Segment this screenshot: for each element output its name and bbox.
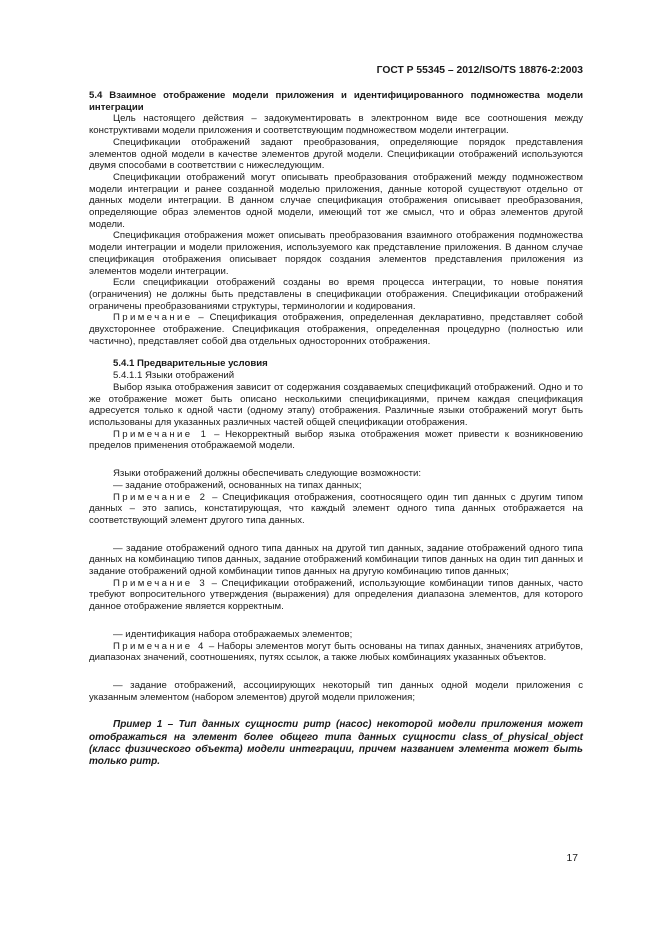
note-text: – Спецификации отображений, использующие комбинации типов данных, часто требуют вопросительного утверждения (выражения) для определения диапазона элементов, для которого данное отображение является корректным. [89, 577, 583, 613]
list-item: — задание отображений, ассоциирующих некоторый тип данных одной модели приложения с указанным элементом (набором элементов) другой модели приложения; [89, 679, 583, 703]
note [89, 641, 583, 664]
list-item: — задание отображений, основанных на типах данных; [113, 479, 362, 491]
paragraph: Спецификации отображений задают преобразования, определяющие порядок представления элементов одной модели в качестве элементов другой модели. Спецификации отображений используются двумя способами в соответствии с нижеследующим. [89, 136, 583, 172]
note-text: – Спецификация отображения, соотносящего один тип данных с другим типом данных – это запись, констатирующая, что каждый элемент одного типа данных отображается на соответствующий элемент другого типа данных. [89, 491, 583, 526]
note-label: Примечание 3 [113, 577, 208, 589]
note [89, 429, 583, 452]
note-label: Примечание 2 [113, 491, 208, 503]
note-label: Примечание 4 [113, 640, 206, 652]
paragraph: Языки отображений должны обеспечивать следующие возможности: [113, 468, 422, 480]
paragraph: Спецификация отображения может описывать преобразования взаимного отображения подмножества модели интеграции и модели приложения, используемого как представление приложения. В данном случае спецификация отображения описывает порядок создания элементов представления приложения из элементов модели интеграции. [89, 230, 583, 277]
list-item: — задание отображений одного типа данных на другой тип данных, задание отображений одного типа данных на комбинацию типов данных, задание отображений комбинации типов данных на один тип данных и задание отображений одной комбинации типов данных на другую комбинацию типов данных; [89, 542, 583, 578]
note-text: – Некорректный выбор языка отображения может привести к возникновению пределов применения отображаемой модели. [89, 428, 583, 452]
note [89, 578, 583, 613]
note-text: – Спецификация отображения, определенная декларативно, представляет собой двухстороннее отображение. Спецификация отображения, определенная процедурно (полностью или частично), представляет собой два отдельных односторонних отображения. [89, 312, 583, 347]
paragraph: Выбор языка отображения зависит от содержания создаваемых спецификаций отображений. Одно и то же отображение может быть описано несколькими спецификациями, причем каждая спецификация адресуется только к одной части (одному этапу) отображения. Различные языки отображений могут быть использованы для указанных различных частей общей спецификации отображения. [89, 381, 583, 428]
page-number: 17 [566, 853, 578, 864]
note-label: Примечание 1 [113, 428, 209, 440]
example: Пример 1 – Тип данных сущности pump (насос) некоторой модели приложения может отображаться на элемент более общего типа данных сущности class_of_physical_object (класс физического объекта) модели интеграции, причем названием элемента может быть только pump. [89, 719, 583, 768]
note-text: – Наборы элементов могут быть основаны на типах данных, значениях атрибутов, диапазонах значений, соотношениях, путях ссылок, а также любых комбинациях указанных объектов. [89, 640, 583, 664]
note [89, 312, 583, 347]
paragraph: Цель настоящего действия – задокументировать в электронном виде все соотношения между конструктивами модели приложения и соответствующим подмножеством модели интеграции. [89, 113, 583, 137]
section-heading-5-4: 5.4 Взаимное отображение модели приложения и идентифицированного подмножества модели интеграции [89, 90, 583, 113]
paragraph: Спецификации отображений могут описывать преобразования отображений между подмножеством модели интеграции и ранее созданной моделью приложения, данные которой существуют отдельно от данных модели интеграции. В данном случае спецификация отображения описывает преобразования, определяющие образ элементов одной модели, имеющий тот же смысл, что и образ элементов другой модели. [89, 171, 583, 230]
document-header: ГОСТ Р 55345 – 2012/ISO/TS 18876-2:2003 [376, 65, 583, 76]
document-body [89, 90, 583, 769]
section-heading-5-4-1: 5.4.1 Предварительные условия [113, 358, 268, 370]
list-item: — идентификация набора отображаемых элементов; [113, 628, 353, 640]
note-label: Примечание [113, 312, 193, 324]
subsection-heading-5-4-1-1: 5.4.1.1 Языки отображений [113, 370, 235, 382]
note [89, 492, 583, 527]
paragraph: Если спецификации отображений созданы во время процесса интеграции, то новые понятия (ограничения) не должны быть представлены в спецификации отображения. Спецификации отображений ограничены преобразованиями структуры, терминологии и кодирования. [89, 277, 583, 312]
